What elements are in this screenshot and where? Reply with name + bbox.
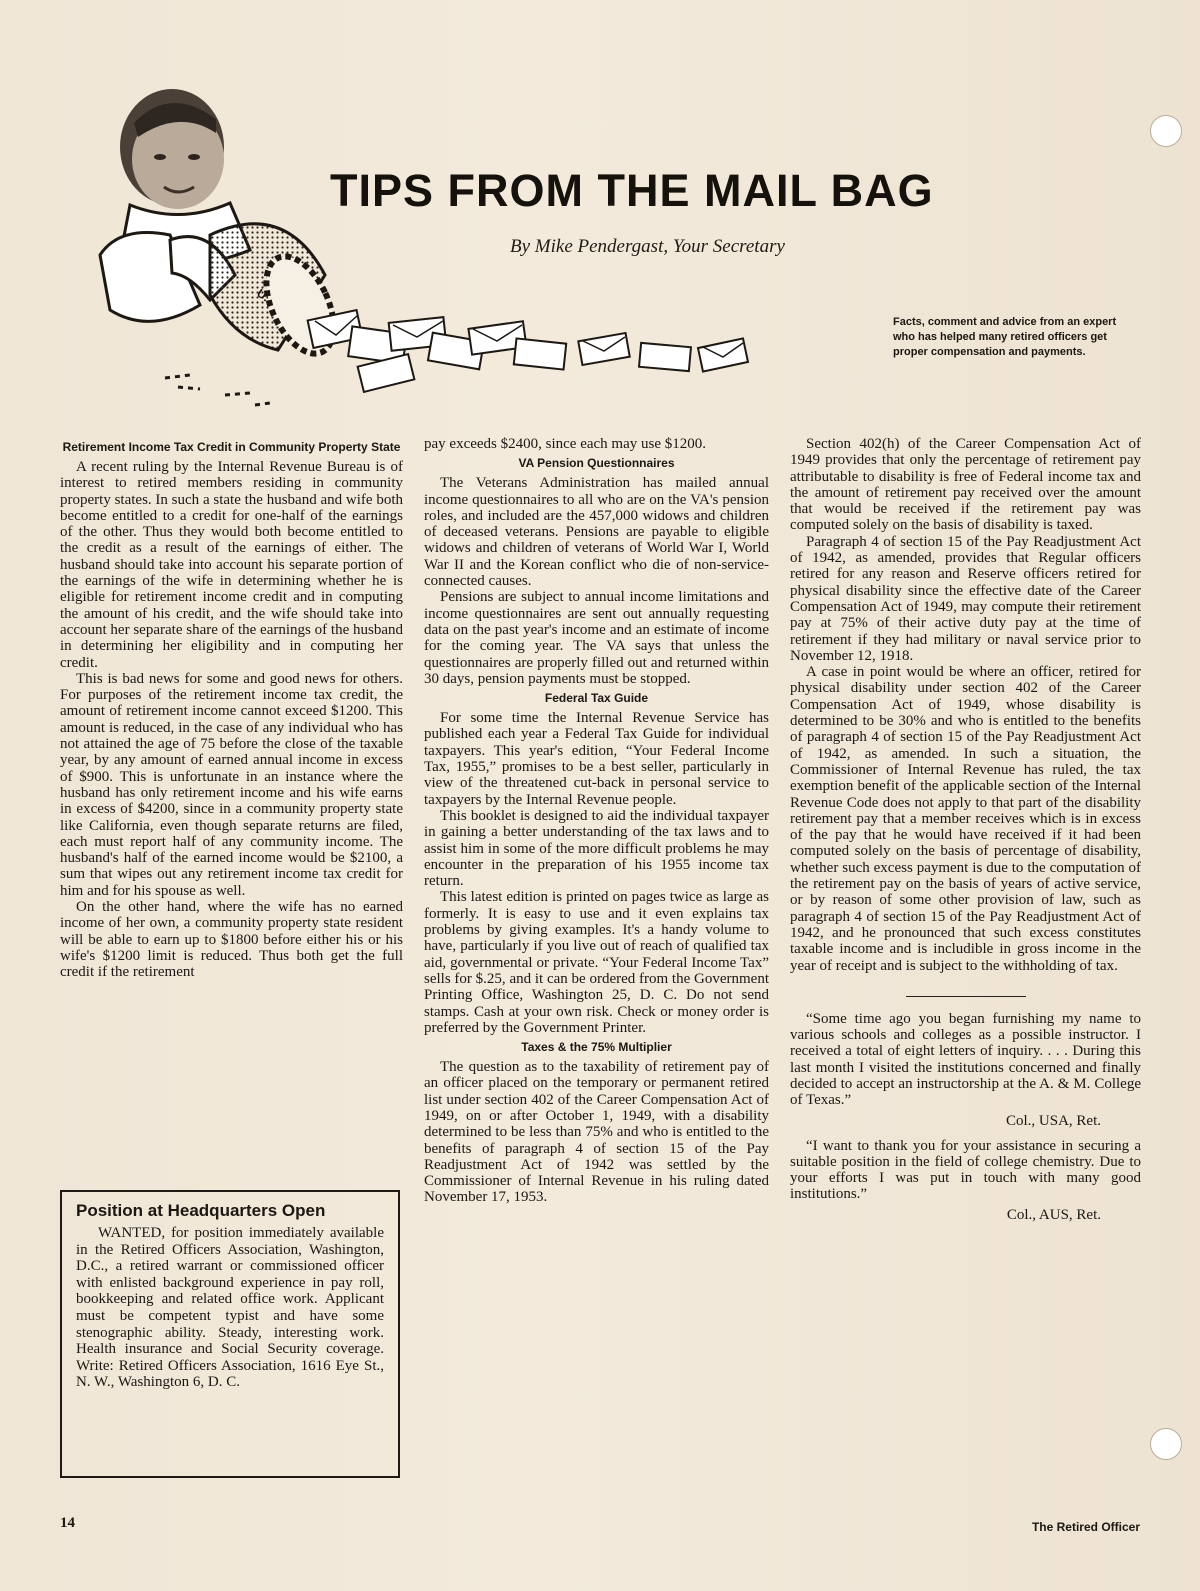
letter-signature: Col., USA, Ret. [1005, 1112, 1101, 1129]
section-heading-community-property: Retirement Income Tax Credit in Community Property State [62, 440, 401, 454]
page-number: 14 [60, 1515, 75, 1531]
paragraph: The question as to the taxability of retirement pay of an officer placed on the temporary or permanent retired list under section 402 of the Career Compensation Act of 1949, on or after October 1, 1949, with a disability determined to be less than 75% and who is entitled to the benefits of paragraph 4 of section 15 of the Pay Readjustment Act of 1942 was settled by the Commissioner of Internal Revenue in his ruling dated November 17, 1953. [424, 1059, 769, 1206]
paragraph: For some time the Internal Revenue Service has published each year a Federal Tax Guide for individual taxpayers. This year's edition, “Your Federal Income Tax, 1955,” promises to be a best seller, particularly in view of the threatened cut-back in personal service to taxpayers by the Internal Revenue people. [424, 710, 769, 808]
article-title: TIPS FROM THE MAIL BAG [330, 165, 934, 216]
section-heading-va-pension: VA Pension Questionnaires [518, 456, 675, 471]
section-heading-federal-tax-guide: Federal Tax Guide [544, 691, 649, 706]
paragraph: This is bad news for some and good news for others. For purposes of the retirement income tax credit, the amount of retirement income cannot exceed $1200. This amount is reduced, in the case of any individual who has not attained the age of 75 before the close of the taxable year, by any amount of earned annual income in excess of $900. This is unfortunate in an instance where the husband has only retirement income and his wife earns in excess of $4200, since in a community property state like California, even though separate returns are filed, each must report half of any community income. The husband's half of the earned income would be $2100, a sum that wipes out any retirement income tax credit for him and for his spouse as well. [60, 670, 403, 899]
paragraph: Section 402(h) of the Career Compensation Act of 1949 provides that only the percentage of retirement pay attributable to disability is free of Federal income tax and the amount of retirement pay received over the amount that would be received if the retirement pay was computed solely on the basis of disability is taxed. [790, 436, 1141, 534]
paragraph: A recent ruling by the Internal Revenue Bureau is of interest to retired members residing in community property states. In such a state the husband and wife both become entitled to a credit for one-half of the earnings of the other. Thus they would both become entitled to the credit as a result of the earnings of either. The husband should take into account his separate portion of the earnings of the wife in determining whether he is eligible for retirement income credit and in computing the amount of his credit, and the wife should take into account her separate share of the earnings of the husband in determining her eligibility and in computing her credit. [60, 459, 403, 671]
job-posting-heading: Position at Headquarters Open [76, 1201, 326, 1220]
paragraph: A case in point would be where an officer, retired for physical disability under section 402 of the Career Compensation Act of 1949, whose disability is determined to be 30% and who is entitled to the benefits of paragraph 4 of section 15 of the Pay Readjustment Act of 1942, as amended. In such a situation, the Commissioner of Internal Revenue has ruled, the tax exemption benefit of the applicable section of the Internal Revenue Code does not apply to that part of the disability retirement pay that a member receives which is in excess of the pay that he would have received if it had been computed solely on the basis of percentage of disability, whether such excess payment is due to the computation of the retirement pay on the basis of years of active service, or by reason of some other provision of law, such as paragraph 4 of section 15 of the Pay Readjustment Act of 1942, and he pronounced that such excess constitutes taxable income and is includible in gross income in the year of receipt and is subject to the withholding of tax. [790, 664, 1141, 974]
article-byline: By Mike Pendergast, Your Secretary [510, 236, 785, 257]
letter-quote: “I want to thank you for your assistance in securing a suitable position in the field of college chemistry. Due to your efforts I was put in touch with many good institutions.” [790, 1137, 1141, 1203]
column-right [790, 436, 1141, 1232]
paragraph: This latest edition is printed on pages twice as large as formerly. It is easy to use and it even explains tax problems by giving examples. It's a handy volume to have, particularly if you live out of reach of qualified tax aid, governmental or private. “Your Federal Income Tax” sells for $.25, and it can be ordered from the Government Printing Office, Washington 25, D. C. Do not send stamps. Cash at your own risk. Check or money order is preferred by the Government Printer. [424, 889, 769, 1036]
paragraph-continued: pay exceeds $2400, since each may use $1200. [424, 436, 706, 452]
paragraph: Paragraph 4 of section 15 of the Pay Readjustment Act of 1942, as amended, provides that Regular officers retired for any reason and Reserve officers retired for physical disability since the effective date of the Career Compensation Act of 1949, may compute their retirement pay at 75% of their active duty pay at the time of retirement if they had military or naval service prior to November 12, 1918. [790, 533, 1141, 664]
paragraph: The Veterans Administration has mailed annual income questionnaires to all who are on the VA's pension roles, and included are the 457,000 widows and children of deceased veterans. Pensions are payable to eligible widows and children of veterans of World War I, World War II and the Korean conflict who die of non-service-connected causes. [424, 475, 769, 590]
section-heading-75-multiplier: Taxes & the 75% Multiplier [521, 1040, 672, 1055]
section-divider [906, 996, 1026, 997]
job-posting-box [60, 1190, 400, 1478]
job-posting-body: WANTED, for position immediately available in the Retired Officers Association, Washington, D.C., a retired warrant or commissioned officer with enlisted background experience in pay roll, bookkeeping and related office work. Applicant must be competent typist and have some stenographic ability. Steady, interesting work. Health insurance and Social Security coverage. Write: Retired Officers Association, 1616 Eye St., N. W., Washington 6, D. C. [76, 1225, 384, 1391]
paragraph: On the other hand, where the wife has no earned income of her own, a community property state resident will be able to earn up to $1800 before either his or his wife's $1200 limit is reduced. Thus both get the full credit if the retirement [60, 899, 403, 981]
letter-quote: “Some time ago you began furnishing my name to various schools and colleges as a possible instructor. I received a total of eight letters of inquiry. . . . During this last month I visited the institutions concerned and finally decided to accept an instructorship at the A. & M. College of Texas.” [790, 1010, 1141, 1109]
paragraph: This booklet is designed to aid the individual taxpayer in gaining a better understanding of the tax laws and to assist him in some of the more difficult problems he may encounter in the preparation of his 1955 income tax return. [424, 807, 769, 890]
letter-signature: Col., AUS, Ret. [1006, 1206, 1101, 1223]
column-left [60, 436, 403, 981]
publication-name: The Retired Officer [1031, 1520, 1140, 1534]
binder-hole [1150, 115, 1182, 147]
paragraph: Pensions are subject to annual income limitations and income questionnaires are sent out annually requesting data on the past year's income and an estimate of income for the coming year. The VA says that unless the questionnaires are properly filled out and returned within 30 days, pension payments must be stopped. [424, 589, 769, 687]
binder-hole [1150, 1428, 1182, 1460]
column-middle [424, 436, 769, 1206]
article-blurb: Facts, comment and advice from an expert who has helped many retired officers get proper compensation and payments. [893, 316, 1117, 358]
